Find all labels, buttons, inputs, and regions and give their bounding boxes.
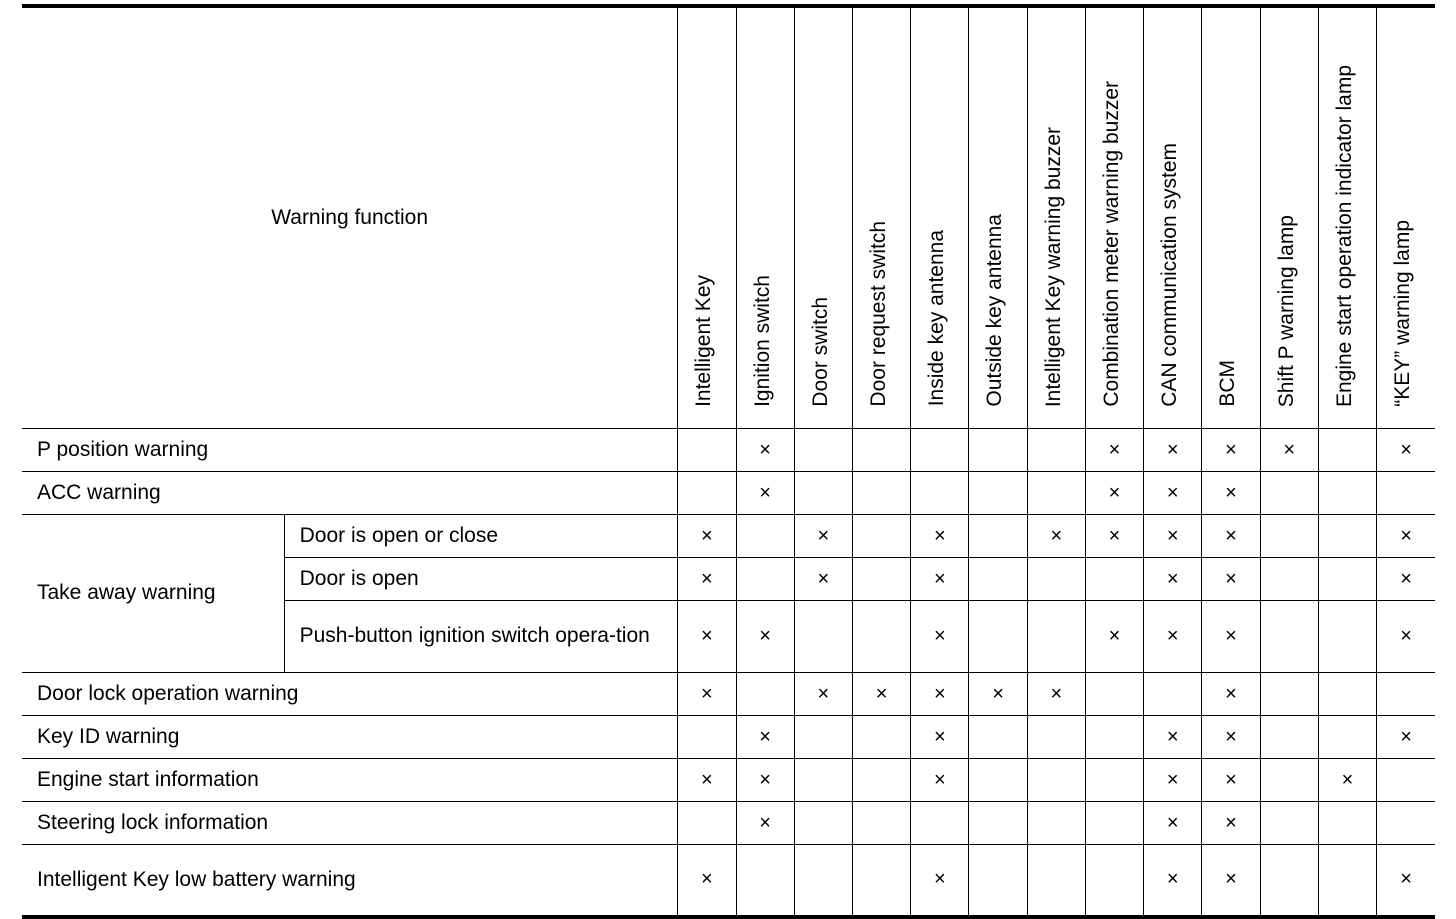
- check-mark: ×: [736, 472, 794, 515]
- check-mark: ×: [736, 429, 794, 472]
- check-mark: ×: [969, 673, 1027, 716]
- check-mark: ×: [852, 673, 910, 716]
- empty-cell: [1318, 472, 1376, 515]
- empty-cell: [852, 558, 910, 601]
- check-mark: ×: [1377, 558, 1435, 601]
- column-header-label: Engine start operation indicator lamp: [1332, 64, 1356, 407]
- check-mark: ×: [1144, 759, 1202, 802]
- check-mark: ×: [1144, 802, 1202, 845]
- empty-cell: [794, 845, 852, 917]
- row-group-label: Take away warning: [22, 515, 284, 673]
- column-header: [1144, 6, 1202, 429]
- column-header-label: Outside key antenna: [983, 214, 1007, 407]
- empty-cell: [969, 558, 1027, 601]
- empty-cell: [794, 429, 852, 472]
- empty-cell: [794, 601, 852, 673]
- empty-cell: [1027, 802, 1085, 845]
- column-header: [852, 6, 910, 429]
- empty-cell: [1085, 673, 1143, 716]
- column-header-label: “KEY” warning lamp: [1391, 220, 1415, 407]
- empty-cell: [852, 472, 910, 515]
- column-header-label: Intelligent Key: [692, 274, 716, 407]
- check-mark: ×: [1377, 601, 1435, 673]
- column-header: [1377, 6, 1435, 429]
- column-header: [1318, 6, 1376, 429]
- check-mark: ×: [736, 601, 794, 673]
- check-mark: ×: [1144, 716, 1202, 759]
- empty-cell: [852, 802, 910, 845]
- empty-cell: [1085, 716, 1143, 759]
- row-label: ACC warning: [22, 472, 678, 515]
- check-mark: ×: [678, 601, 736, 673]
- table-row: [22, 472, 1435, 515]
- column-header-label: Shift P warning lamp: [1274, 214, 1298, 407]
- empty-cell: [1318, 601, 1376, 673]
- empty-cell: [736, 558, 794, 601]
- check-mark: ×: [794, 558, 852, 601]
- check-mark: ×: [911, 601, 969, 673]
- column-header: [736, 6, 794, 429]
- empty-cell: [911, 802, 969, 845]
- empty-cell: [678, 472, 736, 515]
- check-mark: ×: [1202, 472, 1260, 515]
- column-header-label: Combination meter warning buzzer: [1099, 81, 1123, 407]
- column-header: [794, 6, 852, 429]
- check-mark: ×: [1085, 601, 1143, 673]
- column-header-label: Inside key antenna: [925, 230, 949, 407]
- check-mark: ×: [1027, 515, 1085, 558]
- check-mark: ×: [1202, 601, 1260, 673]
- row-label: Intelligent Key low battery warning: [22, 845, 678, 917]
- table-row: [22, 759, 1435, 802]
- check-mark: ×: [1377, 515, 1435, 558]
- column-header-label: Door switch: [808, 297, 832, 407]
- column-header: [1027, 6, 1085, 429]
- empty-cell: [1027, 845, 1085, 917]
- check-mark: ×: [1202, 716, 1260, 759]
- empty-cell: [1144, 673, 1202, 716]
- check-mark: ×: [1377, 845, 1435, 917]
- check-mark: ×: [1085, 472, 1143, 515]
- empty-cell: [1377, 759, 1435, 802]
- empty-cell: [1377, 673, 1435, 716]
- empty-cell: [969, 845, 1027, 917]
- header-row: [22, 6, 1435, 429]
- table-body: [22, 429, 1435, 917]
- empty-cell: [969, 472, 1027, 515]
- empty-cell: [852, 429, 910, 472]
- check-mark: ×: [911, 558, 969, 601]
- check-mark: ×: [736, 759, 794, 802]
- check-mark: ×: [1260, 429, 1318, 472]
- column-header-label: Ignition switch: [750, 274, 774, 407]
- check-mark: ×: [1318, 759, 1376, 802]
- empty-cell: [1085, 558, 1143, 601]
- empty-cell: [1027, 429, 1085, 472]
- row-label: Steering lock information: [22, 802, 678, 845]
- empty-cell: [1027, 716, 1085, 759]
- table-row: [22, 716, 1435, 759]
- table-row: [22, 515, 1435, 558]
- table-row: [22, 673, 1435, 716]
- column-header: [911, 6, 969, 429]
- check-mark: ×: [1202, 673, 1260, 716]
- check-mark: ×: [678, 845, 736, 917]
- table-row: [22, 845, 1435, 917]
- check-mark: ×: [1377, 429, 1435, 472]
- column-header: [969, 6, 1027, 429]
- empty-cell: [736, 515, 794, 558]
- check-mark: ×: [1144, 429, 1202, 472]
- check-mark: ×: [1144, 515, 1202, 558]
- empty-cell: [794, 716, 852, 759]
- check-mark: ×: [1202, 759, 1260, 802]
- column-header-label: BCM: [1216, 360, 1240, 407]
- empty-cell: [1377, 802, 1435, 845]
- check-mark: ×: [1202, 845, 1260, 917]
- empty-cell: [678, 429, 736, 472]
- column-header: [1085, 6, 1143, 429]
- empty-cell: [1318, 515, 1376, 558]
- check-mark: ×: [1085, 515, 1143, 558]
- empty-cell: [1027, 558, 1085, 601]
- row-label: Door is open: [284, 558, 678, 601]
- check-mark: ×: [794, 673, 852, 716]
- table-row: [22, 802, 1435, 845]
- check-mark: ×: [736, 802, 794, 845]
- empty-cell: [969, 759, 1027, 802]
- check-mark: ×: [736, 716, 794, 759]
- warning-function-table: [22, 4, 1435, 919]
- warning-function-table-container: [22, 4, 1435, 919]
- empty-cell: [1085, 759, 1143, 802]
- check-mark: ×: [678, 515, 736, 558]
- empty-cell: [678, 716, 736, 759]
- empty-cell: [794, 802, 852, 845]
- check-mark: ×: [1027, 673, 1085, 716]
- table-row: [22, 429, 1435, 472]
- empty-cell: [852, 601, 910, 673]
- empty-cell: [911, 429, 969, 472]
- empty-cell: [852, 515, 910, 558]
- empty-cell: [969, 716, 1027, 759]
- empty-cell: [736, 673, 794, 716]
- column-header: [1202, 6, 1260, 429]
- empty-cell: [794, 759, 852, 802]
- check-mark: ×: [1144, 845, 1202, 917]
- empty-cell: [1027, 759, 1085, 802]
- check-mark: ×: [1085, 429, 1143, 472]
- empty-cell: [1260, 802, 1318, 845]
- empty-cell: [1260, 759, 1318, 802]
- empty-cell: [678, 802, 736, 845]
- warning-function-header: Warning function: [22, 6, 678, 429]
- empty-cell: [794, 472, 852, 515]
- check-mark: ×: [1144, 472, 1202, 515]
- check-mark: ×: [1377, 716, 1435, 759]
- empty-cell: [969, 802, 1027, 845]
- empty-cell: [1260, 558, 1318, 601]
- empty-cell: [852, 845, 910, 917]
- row-label: Door is open or close: [284, 515, 678, 558]
- check-mark: ×: [678, 673, 736, 716]
- empty-cell: [1260, 673, 1318, 716]
- column-header-label: Intelligent Key warning buzzer: [1041, 126, 1065, 407]
- empty-cell: [1027, 472, 1085, 515]
- row-label: Door lock operation warning: [22, 673, 678, 716]
- row-label: P position warning: [22, 429, 678, 472]
- empty-cell: [852, 759, 910, 802]
- column-header-label: Door request switch: [866, 221, 890, 407]
- row-label: Engine start information: [22, 759, 678, 802]
- empty-cell: [1377, 472, 1435, 515]
- empty-cell: [969, 601, 1027, 673]
- column-header-label: CAN communication system: [1158, 143, 1182, 407]
- empty-cell: [1318, 845, 1376, 917]
- check-mark: ×: [1144, 601, 1202, 673]
- empty-cell: [1260, 601, 1318, 673]
- check-mark: ×: [794, 515, 852, 558]
- check-mark: ×: [911, 515, 969, 558]
- check-mark: ×: [911, 845, 969, 917]
- check-mark: ×: [1202, 515, 1260, 558]
- empty-cell: [969, 515, 1027, 558]
- check-mark: ×: [1202, 558, 1260, 601]
- check-mark: ×: [678, 759, 736, 802]
- column-header: [678, 6, 736, 429]
- empty-cell: [1318, 558, 1376, 601]
- empty-cell: [1085, 845, 1143, 917]
- column-header: [1260, 6, 1318, 429]
- row-label: Key ID warning: [22, 716, 678, 759]
- empty-cell: [1260, 515, 1318, 558]
- empty-cell: [736, 845, 794, 917]
- row-label: Push-button ignition switch opera-tion: [284, 601, 678, 673]
- check-mark: ×: [1144, 558, 1202, 601]
- empty-cell: [1085, 802, 1143, 845]
- check-mark: ×: [678, 558, 736, 601]
- check-mark: ×: [1202, 429, 1260, 472]
- empty-cell: [1318, 673, 1376, 716]
- empty-cell: [1027, 601, 1085, 673]
- check-mark: ×: [911, 759, 969, 802]
- check-mark: ×: [911, 716, 969, 759]
- check-mark: ×: [911, 673, 969, 716]
- empty-cell: [1318, 802, 1376, 845]
- empty-cell: [1318, 716, 1376, 759]
- empty-cell: [852, 716, 910, 759]
- empty-cell: [969, 429, 1027, 472]
- check-mark: ×: [1202, 802, 1260, 845]
- empty-cell: [911, 472, 969, 515]
- empty-cell: [1318, 429, 1376, 472]
- empty-cell: [1260, 472, 1318, 515]
- empty-cell: [1260, 716, 1318, 759]
- empty-cell: [1260, 845, 1318, 917]
